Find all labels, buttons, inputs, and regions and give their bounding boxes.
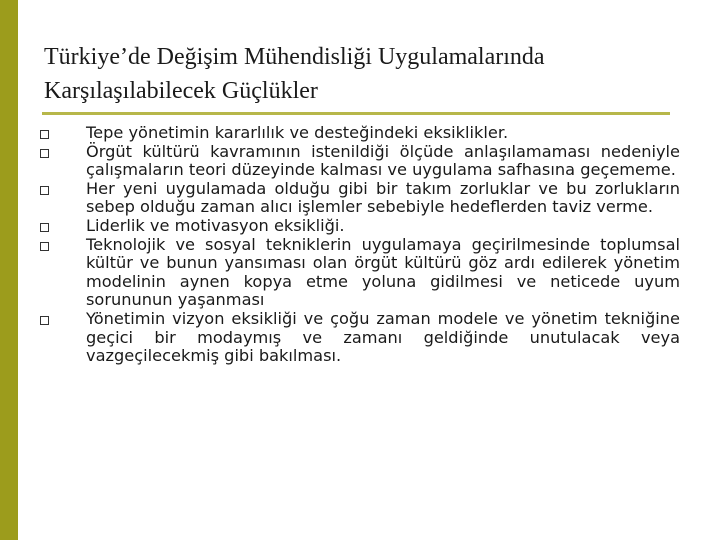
bullet-text: Tepe yönetimin kararlılık ve desteğindeki eksiklikler. bbox=[86, 123, 509, 142]
hollow-square-icon bbox=[40, 186, 49, 195]
hollow-square-icon bbox=[40, 242, 49, 251]
bullet-item bbox=[40, 143, 680, 180]
title-line-1: Türkiye’de Değişim Mühendisliği Uygulamalarında bbox=[44, 44, 545, 70]
bullet-item bbox=[40, 236, 680, 310]
bullet-text: Yönetimin vizyon eksikliği ve çoğu zaman modele ve yönetim tekniğine geçici bir modaymış ve zamanı geldiğinde unutulacak veya vazgeçilecekmiş gibi bakılması. bbox=[86, 308, 680, 366]
title-line-2: Karşılaşılabilecek Güçlükler bbox=[44, 78, 318, 104]
hollow-square-icon bbox=[40, 130, 49, 139]
bullet-text: Her yeni uygulamada olduğu gibi bir takım zorluklar ve bu zorlukların sebep olduğu zaman alıcı işlemler sebebiyle hedeflerden taviz verme. bbox=[86, 178, 680, 217]
hollow-square-icon bbox=[40, 316, 49, 325]
bullet-item bbox=[40, 217, 680, 236]
bullet-list bbox=[40, 124, 680, 366]
bullet-item bbox=[40, 310, 680, 366]
title-underline bbox=[42, 112, 670, 115]
hollow-square-icon bbox=[40, 149, 49, 158]
bullet-text: Liderlik ve motivasyon eksikliği. bbox=[86, 215, 345, 235]
bullet-text: Örgüt kültürü kavramının istenildiği ölçüde anlaşılamaması nedeniyle çalışmaların teori düzeyinde kalması ve uygulama safhasına geçememe. bbox=[86, 141, 680, 180]
hollow-square-icon bbox=[40, 223, 49, 232]
bullet-item bbox=[40, 124, 680, 143]
bullet-item bbox=[40, 180, 680, 217]
slide-title bbox=[44, 40, 684, 108]
left-accent-bar bbox=[0, 0, 18, 540]
bullet-text: Teknolojik ve sosyal tekniklerin uygulamaya geçirilmesinde toplumsal kültür ve bunun yansıması olan örgüt kültürü göz ardı edilerek yönetim modelinin aynen kopya etme yoluna gidilmesi ve neticede uyum sorununun yaşanması bbox=[86, 234, 680, 310]
